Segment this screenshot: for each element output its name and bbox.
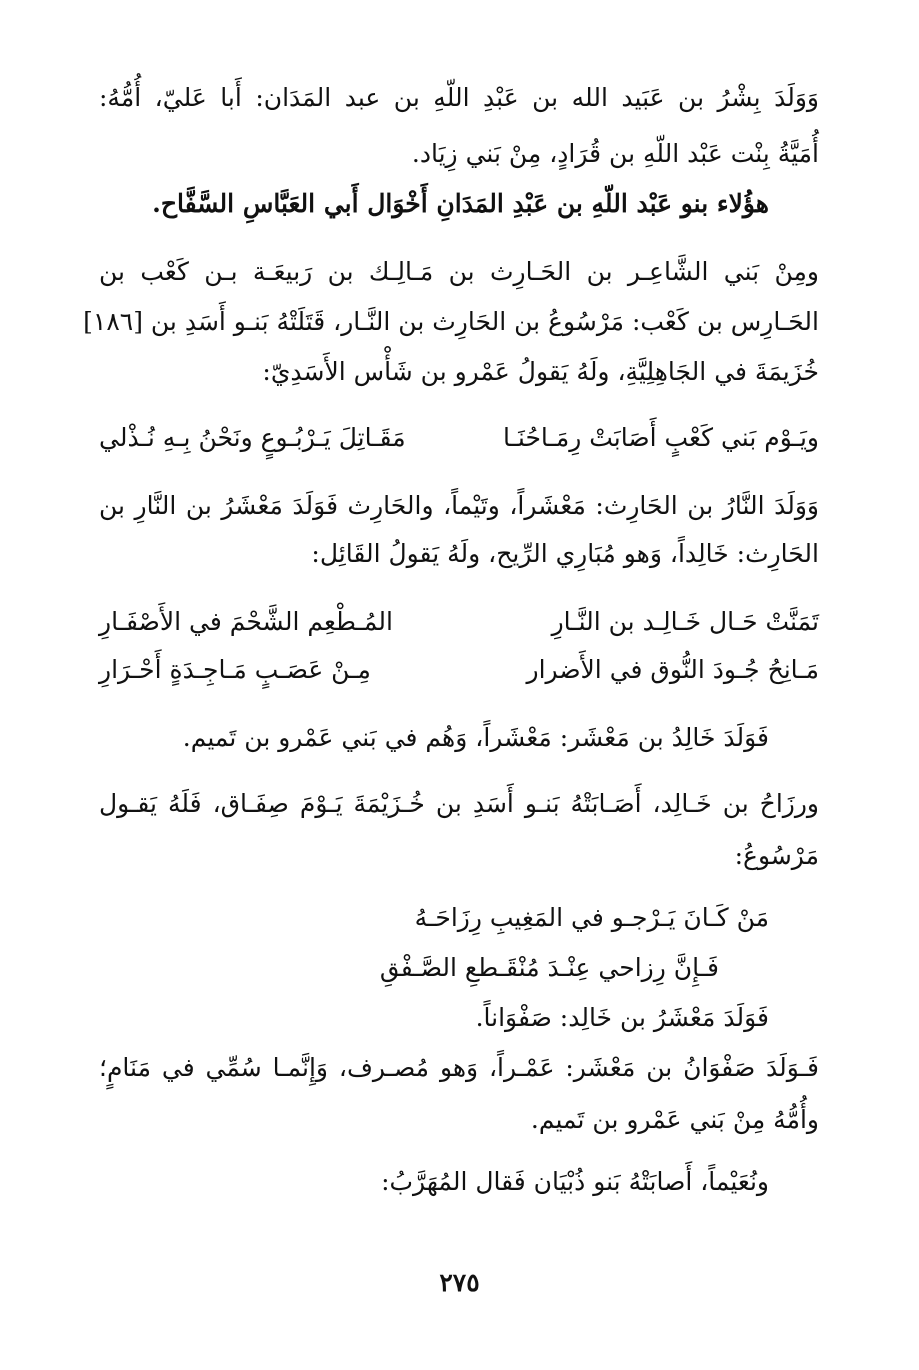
verse-line bbox=[99, 418, 819, 458]
text-line: مَرْسُوعُ: bbox=[734, 841, 819, 870]
text-line: فَوَلَدَ مَعْشَرُ بن خَالِد: صَفْوَاناً. bbox=[475, 1003, 769, 1032]
text-line: وَوَلَدَ بِشْرُ بن عَبَيد الله بن عَبْدِ اللّهِ بن عبد المَدَان: أَبا عَليّ، أُمُّهُ: bbox=[99, 83, 819, 112]
verse-hemistich-second: مِـنْ عَصَـبٍ مَـاجِـدَةٍ أَحْـرَارِ bbox=[99, 655, 371, 684]
text-line: ونُعَيْماً، أَصابَتْهُ بَنو ذُبْيَان فَقال المُهَرَّبُ: bbox=[381, 1167, 769, 1196]
verse-line: مَنْ كَـانَ يَـرْجـو في المَغِيبِ رِزَاحَـهُ bbox=[414, 903, 769, 932]
verse-hemistich-first: مَـانِحُ جُـودَ النُّوق في الأَضرار bbox=[526, 655, 819, 684]
text-line: الحَـارِس بن كَعْب: مَرْسُوعُ بن الحَارِث بن النَّـار، قَتَلَتْهُ بَنـو أَسَدِ بن [١٨٦] bbox=[83, 307, 819, 336]
verse-hemistich-first: ويَـوْم بَني كَعْبٍ أَصَابَتْ رِمَـاحُنَـا bbox=[502, 423, 819, 452]
page-number: ٢٧٥ bbox=[439, 1268, 480, 1297]
text-line: فَـوَلَدَ صَفْوَانُ بن مَعْشَر: عَمْـراً، وَهو مُصـرف، وَإِنَّمـا سُمِّي في مَنَامٍ؛ bbox=[99, 1053, 819, 1082]
bold-heading-line: هؤُلاء بنو عَبْد اللّهِ بن عَبْدِ المَدَانِ أَخْوَال أَبي العَبَّاسِ السَّفَّاح. bbox=[152, 189, 769, 218]
verse-hemistich-second: مَقَـاتِلَ يَـرْبُـوعٍ ونَحْنُ بِـهِ نُـذْلي bbox=[99, 423, 406, 452]
text-line: وَوَلَدَ النَّارُ بن الحَارِث: مَعْشَراً، وتَيْماً، والحَارِث فَوَلَدَ مَعْشَرُ بن النَّارِ بن bbox=[99, 491, 819, 520]
verse-hemistich-first: تَمَنَّتْ حَـال خَـالِـد بن النَّـارِ bbox=[551, 607, 819, 636]
text-line: أُمَيَّةُ بِنْت عَبْد اللّهِ بن قُرَادٍ، مِنْ بَني زِيَاد. bbox=[411, 139, 819, 168]
verse-line: فَـإِنَّ رِزاحي عِنْـدَ مُنْقَـطعِ الصَّـفْقِ bbox=[379, 953, 719, 982]
verse-hemistich-second: المُـطْعِم الشَّحْمَ في الأَصْفَـارِ bbox=[99, 607, 393, 636]
text-line: ورزَاحُ بن خَـالِد، أَصَـابَتْهُ بَنـو أَسَدِ بن خُـزَيْمَةَ يَـوْمَ صِفَـاق، فَلَهُ يَقـول bbox=[99, 789, 819, 818]
text-line: خُزَيمَةَ في الجَاهِلِيَّةِ، ولَهُ يَقولُ عَمْرو بن شَأْس الأَسَدِيّ: bbox=[262, 357, 819, 386]
verse-line bbox=[99, 650, 819, 690]
text-line: فَوَلَدَ خَالِدُ بن مَعْشَر: مَعْشَراً، وَهُم في بَني عَمْرو بن تَميم. bbox=[182, 723, 769, 752]
verse-line bbox=[99, 602, 819, 642]
text-line: الحَارِث: خَالِداً، وَهو مُبَارِي الرِّيح، ولَهُ يَقولُ القَائِل: bbox=[311, 539, 819, 568]
text-line: وأُمُّهُ مِنْ بَني عَمْرو بن تَميم. bbox=[530, 1105, 819, 1134]
text-line: ومِنْ بَني الشَّاعِـر بن الحَـارِث بن مَـالِـك بن رَبيعَـة بـن كَعْب بن bbox=[99, 257, 819, 286]
